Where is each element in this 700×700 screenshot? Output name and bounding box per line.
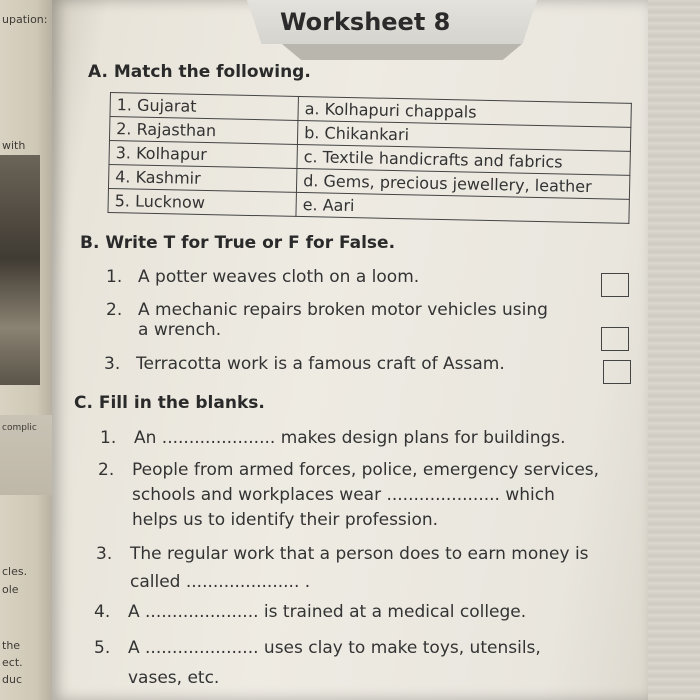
question-number: 1. <box>106 267 123 287</box>
question-text: People from armed forces, police, emergency services, <box>132 460 600 480</box>
worksheet-title: Worksheet 8 <box>280 8 451 36</box>
title-banner-shadow <box>282 44 522 60</box>
worksheet-page <box>52 0 648 700</box>
question-text: A potter weaves cloth on a loom. <box>138 267 420 287</box>
question-number: 3. <box>104 354 121 374</box>
match-left-cell: 5. Lucknow <box>108 188 296 216</box>
question-text: An ..................... makes design plans for buildings. <box>134 428 566 448</box>
match-left-cell: 4. Kashmir <box>108 164 296 192</box>
match-table <box>107 92 631 224</box>
question-text: helps us to identify their profession. <box>132 510 439 530</box>
question-number: 2. <box>98 460 115 480</box>
left-page-fragment: with <box>2 139 26 152</box>
question-text: vases, etc. <box>128 668 220 688</box>
match-right-cell: b. Chikankari <box>297 120 630 151</box>
answer-box[interactable] <box>601 273 629 297</box>
match-left-cell: 2. Rajasthan <box>109 117 297 145</box>
left-page-photo <box>0 155 40 385</box>
question-text: A ..................... is trained at a medical college. <box>128 602 527 622</box>
answer-box[interactable] <box>603 360 631 384</box>
section-c-heading: C. Fill in the blanks. <box>74 393 265 413</box>
answer-box[interactable] <box>601 327 629 351</box>
left-page-fragment: upation: <box>2 13 48 26</box>
left-page-fragment: cles. <box>2 565 28 578</box>
page-stack-edge <box>648 0 700 700</box>
question-text: The regular work that a person does to earn money is <box>130 544 589 564</box>
question-number: 4. <box>94 602 111 622</box>
question-text: a wrench. <box>138 320 222 340</box>
question-number: 1. <box>100 428 117 448</box>
section-a-heading: A. Match the following. <box>88 62 311 82</box>
left-page-fragment: duc <box>2 673 23 686</box>
section-b-heading: B. Write T for True or F for False. <box>80 233 396 253</box>
left-page-fragment: complic <box>2 423 37 433</box>
question-text: Terracotta work is a famous craft of Assam. <box>136 354 505 374</box>
left-page-fragment: ole <box>2 583 19 596</box>
question-text: A ..................... uses clay to make toys, utensils, <box>128 638 541 658</box>
left-page-fragment: ect. <box>2 656 23 669</box>
match-right-cell: c. Textile handicrafts and fabrics <box>297 144 630 175</box>
left-facing-page <box>0 0 52 700</box>
question-number: 3. <box>96 544 113 564</box>
match-left-cell: 1. Gujarat <box>110 93 298 121</box>
question-text: called ..................... . <box>130 572 311 592</box>
match-left-cell: 3. Kolhapur <box>109 140 297 168</box>
question-text: schools and workplaces wear ..................... which <box>132 485 555 505</box>
match-right-cell: d. Gems, precious jewellery, leather <box>296 168 629 199</box>
match-right-cell: e. Aari <box>296 192 629 223</box>
match-right-cell: a. Kolhapuri chappals <box>298 96 631 127</box>
left-page-fragment: the <box>2 639 21 652</box>
question-number: 2. <box>106 300 123 320</box>
question-text: A mechanic repairs broken motor vehicles using <box>138 300 548 320</box>
question-number: 5. <box>94 638 111 658</box>
